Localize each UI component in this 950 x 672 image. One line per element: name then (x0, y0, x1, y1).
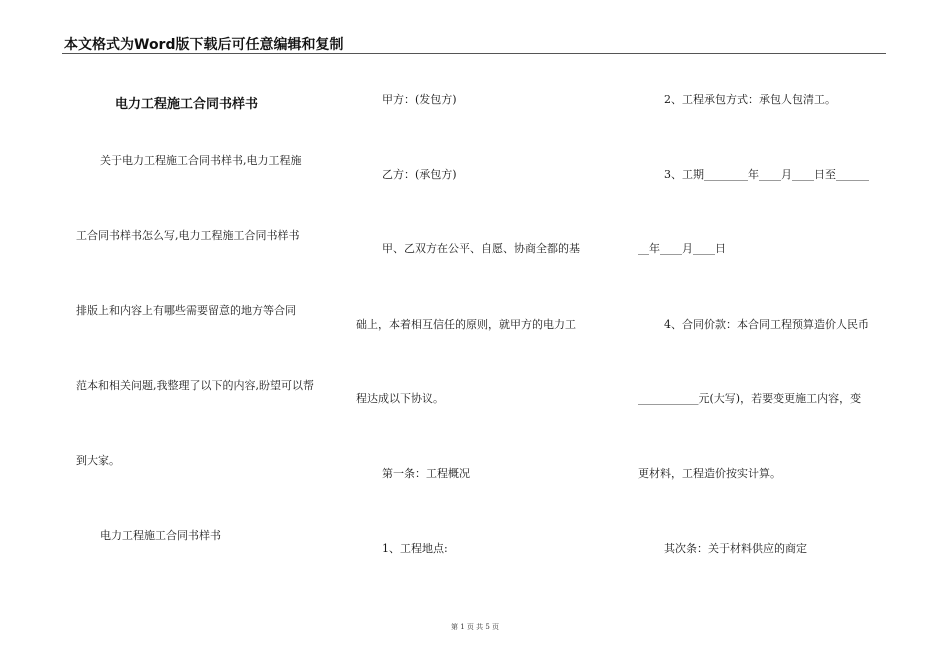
text-column-3 (638, 0, 898, 672)
download-notice-header: 本文格式为Word版下载后可任意编辑和复制 (64, 37, 344, 53)
paragraph-line: 工合同书样书怎么写,电力工程施工合同书样书 (76, 229, 300, 242)
clause-line: 3、工期________年____月____日至______ (664, 168, 869, 181)
paragraph-line: 范本和相关问题,我整理了以下的内容,盼望可以帮 (76, 379, 314, 392)
article-heading: 其次条：关于材料供应的商定 (664, 542, 807, 555)
paragraph-line: 排版上和内容上有哪些需要留意的地方等合同 (76, 304, 296, 317)
text-column-1 (76, 0, 336, 672)
section-heading: 电力工程施工合同书样书 (100, 529, 221, 542)
article-heading: 第一条：工程概况 (382, 467, 470, 480)
paragraph-line: 甲、乙双方在公平、自愿、协商全都的基 (382, 242, 580, 255)
clause-line: 4、合同价款：本合同工程预算造价人民币 (664, 318, 869, 331)
document-title: 电力工程施工合同书样书 (115, 97, 259, 112)
paragraph-line: 到大家。 (76, 454, 120, 467)
clause-line: ___________元(大写)，若要变更施工内容，变 (638, 392, 862, 405)
page-number: 第 1 页 共 5 页 (450, 623, 500, 631)
party-a-line: 甲方：(发包方) (382, 93, 457, 106)
paragraph-line: 程达成以下协议。 (356, 392, 444, 405)
clause-line: __年____月____日 (638, 242, 726, 255)
clause-line: 1、工程地点: (382, 542, 448, 555)
paragraph-line: 础上，本着相互信任的原则，就甲方的电力工 (356, 318, 576, 331)
paragraph-line: 关于电力工程施工合同书样书,电力工程施 (100, 154, 302, 167)
clause-line: 2、工程承包方式：承包人包清工。 (664, 93, 836, 106)
clause-line: 更材料，工程造价按实计算。 (638, 467, 781, 480)
party-b-line: 乙方：(承包方) (382, 168, 457, 181)
text-column-2 (356, 0, 616, 672)
